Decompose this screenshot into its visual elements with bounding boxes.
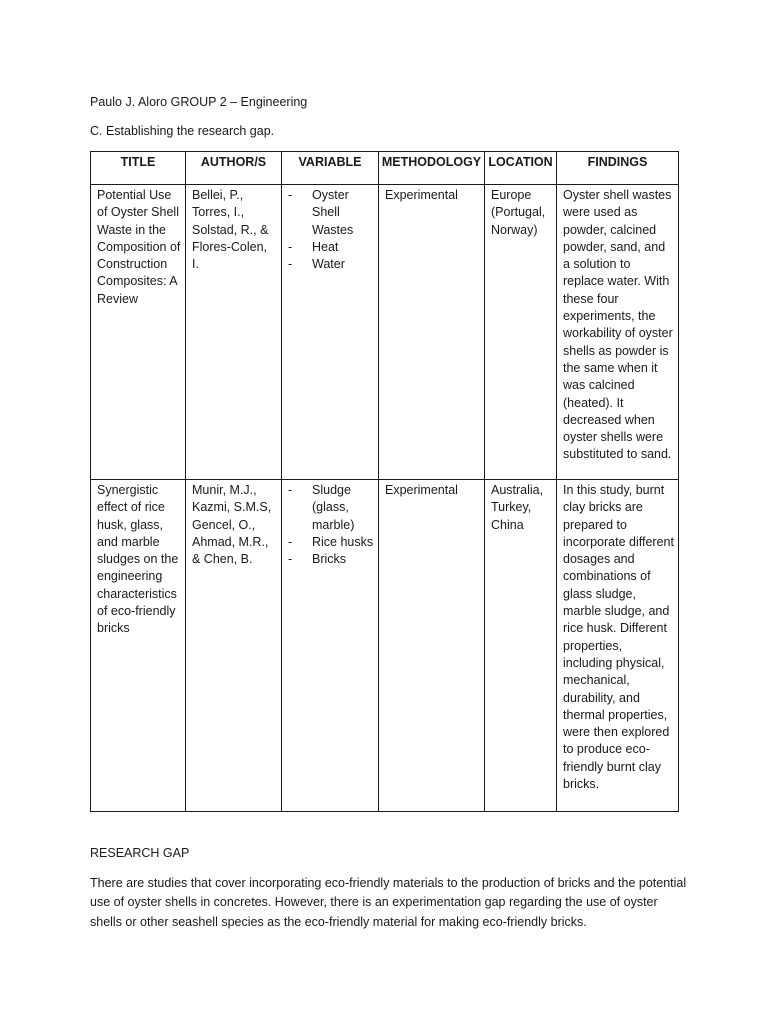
cell-location: Australia, Turkey, China (485, 480, 557, 812)
variable-label: Rice husks (312, 534, 374, 549)
research-gap-paragraph: There are studies that cover incorporating eco-friendly materials to the production of bricks and the potential use of oyster shells in concretes. However, there is an experimentation gap regarding the use of oyster shells or other seashell species as the eco-friendly material for making eco-friendly bricks. (90, 876, 687, 929)
column-header-variable: VARIABLE (282, 152, 379, 185)
author-group-line: Paulo J. Aloro GROUP 2 – Engineering (90, 95, 308, 109)
list-item: - Heat (288, 239, 339, 254)
list-item: - Water (288, 257, 345, 272)
column-header-findings: FINDINGS (557, 152, 679, 185)
list-item: - Sludge (glass, marble) (288, 483, 355, 532)
variable-label: Water (312, 257, 345, 272)
cell-methodology: Experimental (379, 185, 485, 480)
variable-list (288, 187, 374, 273)
cell-authors: Bellei, P., Torres, I., Solstad, R., & Flores-Colen, I. (186, 185, 282, 480)
column-header-authors: AUTHOR/S (186, 152, 282, 185)
variable-label: Sludge (glass, marble) (312, 483, 355, 532)
cell-title: Synergistic effect of rice husk, glass, and marble sludges on the engineering characteristics of eco-friendly bricks (91, 480, 186, 812)
list-item: - Oyster Shell Wastes (288, 188, 354, 237)
variable-label: Heat (312, 239, 339, 254)
table-header-row (91, 152, 679, 185)
column-header-location: LOCATION (485, 152, 557, 185)
section-heading: C. Establishing the research gap. (90, 124, 275, 138)
list-item: - Bricks (288, 552, 347, 567)
list-item: - Rice husks (288, 534, 374, 549)
cell-location: Europe (Portugal, Norway) (485, 185, 557, 480)
cell-findings: In this study, burnt clay bricks are prepared to incorporate different dosages and combinations of glass sludge, marble sludge, and rice husk. Different properties, including physical, mechanical, durability, and thermal properties, were then explored to produce eco-friendly burnt clay bricks. (557, 480, 679, 812)
cell-methodology: Experimental (379, 480, 485, 812)
research-table (90, 151, 679, 812)
table-row (91, 185, 679, 480)
cell-authors: Munir, M.J., Kazmi, S.M.S, Gencel, O., Ahmad, M.R., & Chen, B. (186, 480, 282, 812)
column-header-methodology: METHODOLOGY (379, 152, 485, 185)
variable-list (288, 482, 374, 568)
variable-label: Oyster Shell Wastes (312, 188, 354, 237)
cell-variables (282, 185, 379, 480)
research-gap-heading: RESEARCH GAP (90, 846, 190, 860)
cell-findings: Oyster shell wastes were used as powder, calcined powder, sand, and a solution to replace water. With these four experiments, the workability of oyster shells as powder is the same when it was calcined (heated). It decreased when oyster shells were substituted to sand. (557, 185, 679, 480)
column-header-title: TITLE (91, 152, 186, 185)
cell-title: Potential Use of Oyster Shell Waste in the Composition of Construction Composites: A Review (91, 185, 186, 480)
variable-label: Bricks (312, 552, 347, 567)
cell-variables (282, 480, 379, 812)
table-row (91, 480, 679, 812)
